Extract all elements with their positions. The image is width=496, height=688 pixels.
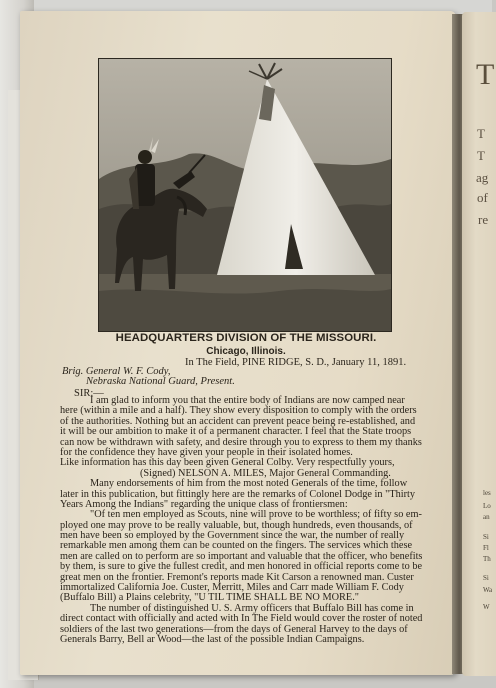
facing-page-small: Wa: [483, 586, 493, 594]
facing-page-small: Lo: [483, 502, 491, 510]
body-line: for the confidence they have given your people in their isolated homes.: [60, 446, 353, 458]
facing-page-small: Si: [483, 533, 489, 541]
body-line: (Buffalo Bill) a Plains celebrity, "U TIL TIME SHALL BE NO MORE.": [60, 592, 359, 604]
facing-page-small: Fl: [483, 544, 489, 552]
signature-line: (Signed) NELSON A. MILES, Major General Commanding.: [140, 467, 391, 479]
letter-place-date: In The Field, PINE RIDGE, S. D., January 11, 1891.: [185, 357, 407, 368]
body-line: Like information has this day been given General Colby. Very respectfully yours,: [60, 457, 395, 469]
body-line: Generals Barry, Bell ar Wood—the last of the possible Indian Campaigns.: [60, 633, 365, 645]
letter-heading: HEADQUARTERS DIVISION OF THE MISSOURI.: [115, 332, 377, 344]
facing-page-fragment: T: [477, 148, 485, 163]
body-line: men have been so employed by the Government since the war, the number of really: [60, 530, 405, 542]
facing-page: [462, 12, 496, 676]
body-line: The number of distinguished U. S. Army officers that Buffalo Bill has come in: [90, 602, 414, 614]
body-line: immortalized California Joe. Custer, Merritt, Miles and Carr made William F. Cody: [60, 582, 404, 594]
body-line: soldiers of the last two generations—from the days of General Harvey to the days of: [60, 623, 408, 635]
body-line: men are called on to perform are so important and valuable that the officer, who benefits: [60, 550, 423, 562]
body-line: it will be our ambition to make it of a permanent character. I feel that the State troops: [60, 426, 412, 438]
body-text: [60, 396, 422, 645]
body-line: direct contact with officially and acted with In The Field would cover the roster of noted: [60, 613, 423, 625]
body-line: by them, is sure to give the fullest credit, and men honored in official reports come to be: [60, 561, 423, 573]
facing-page-fragment: of: [477, 190, 488, 205]
letter-city: Chicago, Illinois.: [206, 346, 286, 357]
body-line: here (within a mile and a half). They show every disposition to comply with the orders: [60, 405, 417, 417]
body-line: later in this publication, but fittingly here are the remarks of Colonel Dodge in "Thirty: [60, 488, 416, 500]
body-line: ployed one may prove to be really valuable, but, though hundreds, even thousands, of: [60, 519, 413, 531]
body-line: I am glad to inform you that the entire body of Indians are now camped near: [90, 395, 405, 406]
photograph-illustration: [99, 59, 391, 331]
facing-page-fragment: T: [477, 126, 485, 141]
body-line: can now be withdrawn with safety, and desire through you to express to them my thanks: [60, 436, 422, 448]
facing-page-small: W: [483, 603, 490, 611]
body-line: "Of ten men employed as Scouts, nine will prove to be worthless; of fifty so em-: [90, 509, 422, 521]
body-line: great men on the frontier. Fremont's reports made Kit Carson a renowned man. Custer: [60, 571, 414, 583]
body-line: remarkable men among them can be counted on the fingers. The services which these: [60, 540, 413, 552]
letter-salutation: SIR:—: [74, 388, 104, 399]
letter-addressee: Brig. General W. F. Cody,: [62, 366, 171, 377]
photograph: [98, 58, 392, 332]
body-line: Many endorsements of him from the most noted Generals of the time, follow: [90, 478, 408, 490]
body-line: Years Among the Indians" regarding the unique class of frontiersmen:: [60, 498, 348, 510]
facing-page-small: an: [483, 513, 490, 521]
facing-page-small: Th: [483, 555, 491, 563]
body-line: of the authorities. Nothing but an accident can prevent peace being re-established, and: [60, 415, 416, 427]
facing-page-small: les: [483, 489, 491, 497]
facing-page-fragment: re: [478, 212, 489, 227]
facing-page-heading: T: [476, 58, 495, 91]
letter-addressee-detail: Nebraska National Guard, Present.: [86, 376, 235, 387]
facing-page-small: Si: [483, 574, 489, 582]
facing-page-fragment: ag: [476, 170, 489, 185]
